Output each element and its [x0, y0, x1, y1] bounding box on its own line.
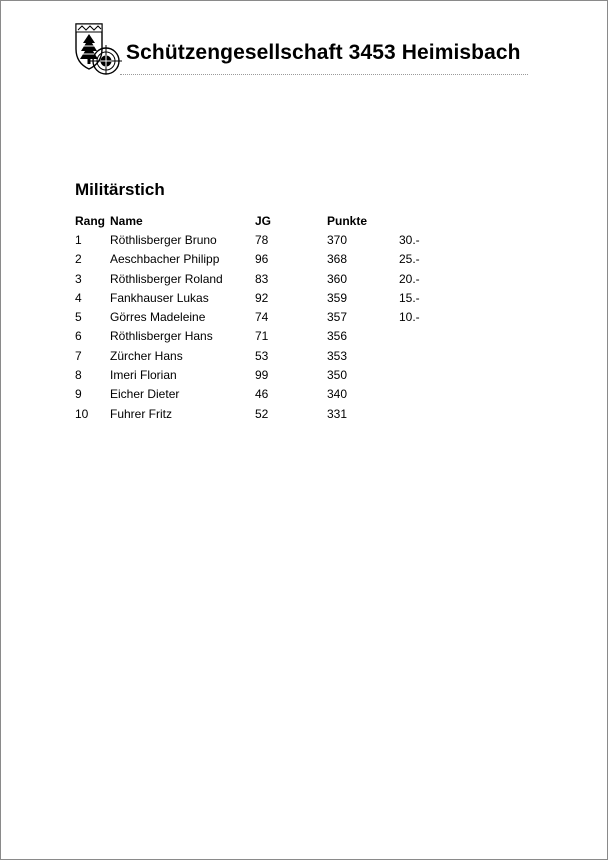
cell-punkte: 331 [327, 406, 348, 421]
cell-rang: 3 [75, 271, 82, 286]
cell-prize [399, 365, 439, 384]
cell-prize: 30.- [399, 232, 420, 247]
table-row [75, 327, 439, 346]
cell-punkte: 353 [327, 348, 348, 363]
column-header-prize [399, 211, 439, 230]
cell-rang: 4 [75, 290, 82, 305]
cell-name: Fankhauser Lukas [110, 290, 209, 305]
cell-prize: 20.- [399, 271, 420, 286]
cell-jg: 78 [255, 232, 269, 247]
cell-rang: 1 [75, 232, 82, 247]
cell-rang: 10 [75, 406, 89, 421]
column-header-jg: JG [255, 213, 272, 228]
cell-prize [399, 327, 439, 346]
column-header-rang: Rang [75, 213, 105, 228]
cell-name: Görres Madeleine [110, 310, 206, 325]
table-row [75, 365, 439, 384]
cell-jg: 96 [255, 252, 269, 267]
table-row [75, 269, 439, 288]
header-divider [120, 74, 528, 75]
cell-rang: 9 [75, 387, 82, 402]
cell-name: Eicher Dieter [110, 387, 180, 402]
cell-punkte: 370 [327, 232, 348, 247]
cell-name: Röthlisberger Roland [110, 271, 223, 286]
cell-punkte: 356 [327, 329, 348, 344]
cell-prize: 15.- [399, 290, 420, 305]
cell-jg: 71 [255, 329, 269, 344]
cell-rang: 5 [75, 310, 82, 325]
cell-jg: 74 [255, 310, 269, 325]
cell-prize: 25.- [399, 252, 420, 267]
cell-prize [399, 385, 439, 404]
table-row [75, 230, 439, 249]
cell-rang: 8 [75, 368, 82, 383]
cell-prize [399, 404, 439, 423]
cell-punkte: 340 [327, 387, 348, 402]
cell-name: Imeri Florian [110, 368, 177, 383]
page-header [74, 21, 528, 77]
cell-jg: 92 [255, 290, 269, 305]
cell-jg: 46 [255, 387, 269, 402]
club-crest-target-icon [74, 21, 124, 75]
cell-jg: 83 [255, 271, 269, 286]
table-row [75, 385, 439, 404]
column-header-punkte: Punkte [327, 213, 368, 228]
cell-name: Röthlisberger Hans [110, 329, 213, 344]
table-header-row [75, 211, 439, 230]
cell-rang: 6 [75, 329, 82, 344]
table-row [75, 346, 439, 365]
cell-name: Fuhrer Fritz [110, 406, 173, 421]
table-row [75, 404, 439, 423]
table-row [75, 288, 439, 307]
club-title: Schützengesellschaft 3453 Heimisbach [126, 41, 521, 64]
cell-rang: 7 [75, 348, 82, 363]
cell-punkte: 350 [327, 368, 348, 383]
section-title: Militärstich [75, 180, 165, 199]
cell-punkte: 368 [327, 252, 348, 267]
cell-name: Zürcher Hans [110, 348, 183, 363]
cell-name: Aeschbacher Philipp [110, 252, 220, 267]
cell-rang: 2 [75, 252, 82, 267]
cell-jg: 52 [255, 406, 269, 421]
cell-punkte: 360 [327, 271, 348, 286]
cell-jg: 99 [255, 368, 269, 383]
results-table [75, 211, 439, 423]
cell-punkte: 359 [327, 290, 348, 305]
column-header-name: Name [110, 213, 143, 228]
cell-prize: 10.- [399, 310, 420, 325]
cell-name: Röthlisberger Bruno [110, 232, 217, 247]
cell-jg: 53 [255, 348, 269, 363]
table-row [75, 307, 439, 326]
cell-punkte: 357 [327, 310, 348, 325]
table-row [75, 250, 439, 269]
cell-prize [399, 346, 439, 365]
